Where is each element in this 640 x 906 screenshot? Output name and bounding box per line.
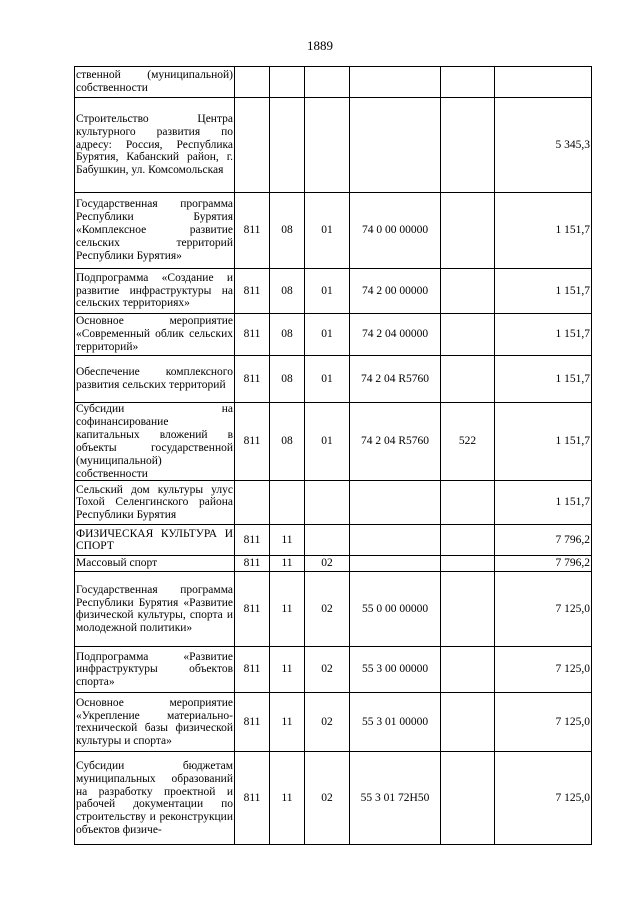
amount-cell: 7 125,0	[495, 572, 592, 647]
expense-type-cell	[441, 314, 495, 356]
expense-type-cell	[441, 269, 495, 314]
subsection-cell: 02	[305, 647, 350, 693]
section-cell: 11	[270, 525, 305, 556]
amount-cell	[495, 67, 592, 98]
expense-type-cell	[441, 647, 495, 693]
row-name-cell: Государственная программа Республики Бурятия «Развитие физической культуры, спорта и молодежной политики»	[75, 572, 235, 647]
subsection-cell	[305, 67, 350, 98]
target-article-cell	[350, 98, 441, 193]
section-cell: 11	[270, 647, 305, 693]
table-row	[75, 693, 592, 752]
target-article-cell: 55 3 01 00000	[350, 693, 441, 752]
ved-cell: 811	[235, 193, 270, 269]
amount-cell: 7 796,2	[495, 556, 592, 572]
row-name-cell: ственной (муниципальной) собственности	[75, 67, 235, 98]
target-article-cell: 74 2 04 R5760	[350, 403, 441, 481]
section-cell	[270, 98, 305, 193]
subsection-cell: 01	[305, 356, 350, 403]
subsection-cell: 01	[305, 314, 350, 356]
subsection-cell: 02	[305, 556, 350, 572]
row-name-cell: ФИЗИЧЕСКАЯ КУЛЬТУРА И СПОРТ	[75, 525, 235, 556]
expense-type-cell	[441, 525, 495, 556]
subsection-cell	[305, 481, 350, 525]
subsection-cell: 01	[305, 403, 350, 481]
target-article-cell: 55 3 01 72H50	[350, 752, 441, 845]
amount-cell: 1 151,7	[495, 314, 592, 356]
expense-type-cell	[441, 572, 495, 647]
target-article-cell	[350, 556, 441, 572]
section-cell: 08	[270, 356, 305, 403]
table-row	[75, 572, 592, 647]
target-article-cell	[350, 481, 441, 525]
amount-cell: 1 151,7	[495, 403, 592, 481]
table-row	[75, 525, 592, 556]
section-cell	[270, 67, 305, 98]
amount-cell: 7 125,0	[495, 693, 592, 752]
row-name-cell: Государственная программа Республики Бурятия «Комплексное развитие сельских территорий Республики Бурятия»	[75, 193, 235, 269]
amount-cell: 7 125,0	[495, 752, 592, 845]
expense-type-cell	[441, 356, 495, 403]
ved-cell: 811	[235, 556, 270, 572]
ved-cell: 811	[235, 314, 270, 356]
expense-type-cell	[441, 556, 495, 572]
target-article-cell: 74 2 04 00000	[350, 314, 441, 356]
table-row	[75, 67, 592, 98]
amount-cell: 7 125,0	[495, 647, 592, 693]
ved-cell: 811	[235, 269, 270, 314]
table-row	[75, 314, 592, 356]
amount-cell: 1 151,7	[495, 269, 592, 314]
section-cell: 08	[270, 314, 305, 356]
ved-cell	[235, 98, 270, 193]
subsection-cell: 02	[305, 572, 350, 647]
section-cell: 08	[270, 193, 305, 269]
expense-type-cell	[441, 481, 495, 525]
row-name-cell: Субсидии на софинансирование капитальных вложений в объекты государственной (муниципальной) собственности	[76, 403, 233, 480]
ved-cell: 811	[235, 647, 270, 693]
row-name-cell: Основное мероприятие «Укрепление материально-технической базы физической культуры и спорта»	[75, 693, 235, 752]
table-row	[75, 356, 592, 403]
row-name-cell: Основное мероприятие «Современный облик сельских территорий»	[75, 314, 235, 356]
ved-cell: 811	[235, 356, 270, 403]
expense-type-cell	[441, 752, 495, 845]
section-cell: 11	[270, 752, 305, 845]
subsection-cell	[305, 525, 350, 556]
section-cell: 11	[270, 572, 305, 647]
table-row	[75, 481, 592, 525]
table-row	[75, 403, 592, 481]
ved-cell: 811	[235, 525, 270, 556]
ved-cell	[235, 481, 270, 525]
target-article-cell: 74 2 00 00000	[350, 269, 441, 314]
table-row	[75, 98, 592, 193]
section-cell: 08	[270, 269, 305, 314]
subsection-cell: 01	[305, 193, 350, 269]
target-article-cell: 55 0 00 00000	[350, 572, 441, 647]
amount-cell: 1 151,7	[495, 356, 592, 403]
subsection-cell: 02	[305, 752, 350, 845]
amount-cell: 7 796,2	[495, 525, 592, 556]
amount-cell: 1 151,7	[495, 481, 592, 525]
section-cell: 11	[270, 693, 305, 752]
ved-cell: 811	[235, 572, 270, 647]
row-name-cell: Сельский дом культуры улус Тохой Селенгинского района Республики Бурятия	[75, 481, 235, 525]
ved-cell: 811	[235, 693, 270, 752]
table-row	[75, 556, 592, 572]
row-name-cell: Массовый спорт	[75, 556, 235, 572]
row-name-cell: Подпрограмма «Развитие инфраструктуры объектов спорта»	[75, 647, 235, 693]
expense-type-cell	[441, 67, 495, 98]
subsection-cell: 02	[305, 693, 350, 752]
expense-type-cell	[441, 693, 495, 752]
table-row	[75, 193, 592, 269]
table-row	[75, 752, 592, 845]
table-row	[75, 647, 592, 693]
row-name-cell: Обеспечение комплексного развития сельских территорий	[75, 356, 235, 403]
budget-table	[74, 66, 592, 845]
section-cell: 08	[270, 403, 305, 481]
section-cell	[270, 481, 305, 525]
page-number: 1889	[307, 38, 333, 53]
row-name-cell: Строительство Центра культурного развития по адресу: Россия, Республика Бурятия, Кабанский район, г. Бабушкин, ул. Комсомольская	[75, 98, 235, 193]
amount-cell: 5 345,3	[495, 98, 592, 193]
ved-cell	[235, 67, 270, 98]
row-name-cell: Подпрограмма «Создание и развитие инфраструктуры на сельских территориях»	[75, 269, 235, 314]
amount-cell: 1 151,7	[495, 193, 592, 269]
section-cell: 11	[270, 556, 305, 572]
target-article-cell	[350, 67, 441, 98]
target-article-cell: 74 0 00 00000	[350, 193, 441, 269]
ved-cell: 811	[235, 752, 270, 845]
expense-type-cell	[441, 98, 495, 193]
target-article-cell	[350, 525, 441, 556]
target-article-cell: 74 2 04 R5760	[350, 356, 441, 403]
ved-cell: 811	[235, 403, 270, 481]
expense-type-cell: 522	[441, 403, 495, 481]
subsection-cell	[305, 98, 350, 193]
row-name-cell: Субсидии бюджетам муниципальных образований на разработку проектной и рабочей документации по строительству и реконструкции объектов физиче-	[75, 752, 235, 845]
target-article-cell: 55 3 00 00000	[350, 647, 441, 693]
expense-type-cell	[441, 193, 495, 269]
table-row	[75, 269, 592, 314]
subsection-cell: 01	[305, 269, 350, 314]
